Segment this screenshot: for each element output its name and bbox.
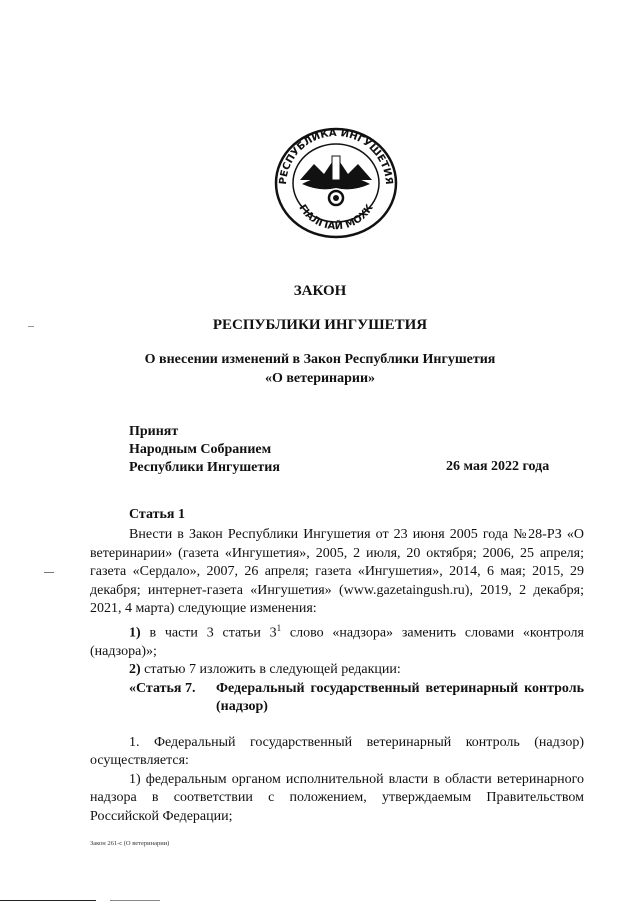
scan-artifact-mark bbox=[28, 326, 34, 327]
law-title: ЗАКОН bbox=[293, 283, 347, 299]
article-1-body bbox=[90, 526, 584, 826]
item-1-number: 1) bbox=[129, 625, 141, 641]
adopted-block bbox=[129, 423, 280, 477]
item-2-number: 2) bbox=[129, 662, 141, 678]
adopted-line-1: Принят bbox=[129, 424, 179, 439]
item-2-text: статью 7 изложить в следующей редакции: bbox=[140, 662, 401, 678]
paragraph-1: 1. Федеральный государственный ветеринарный контроль (надзор) осуществляется: bbox=[90, 734, 584, 769]
scan-artifact-mark bbox=[44, 572, 54, 573]
law-subtitle: РЕСПУБЛИКИ ИНГУШЕТИЯ bbox=[212, 317, 428, 333]
article-7-title: Федеральный государственный ветеринарный контроль (надзор) bbox=[216, 680, 584, 715]
coat-of-arms-emblem bbox=[272, 126, 400, 240]
item-1-text-b: слово «надзора» заменить словами «контроля (надзора)»; bbox=[90, 625, 584, 659]
article-7-number: «Статья 7. bbox=[129, 680, 196, 696]
article-1-item-2 bbox=[90, 661, 584, 680]
item-1-text-a: в части 3 статьи 3 bbox=[140, 625, 277, 641]
svg-text:ГIАЛГIАЙ МОХК: ГIАЛГIАЙ МОХК bbox=[296, 202, 376, 233]
article-1-heading: Статья 1 bbox=[129, 507, 185, 522]
scan-artifact-line bbox=[110, 900, 160, 901]
item-1-superscript: 1 bbox=[276, 622, 282, 633]
article-7-heading bbox=[129, 680, 584, 717]
article-1-intro: Внести в Закон Республики Ингушетия от 23 июня 2005 года №28-РЗ «О ветеринарии» (газета «Ингушетия», 2005, 2 июля, 20 октября; 2006, 25 апреля; газета «Сердало», 2007, 26 апреля; газета «Ингушетия», 2014, 6 мая; 2015, 29 декабря; интернет-газета «Ингушетия» (www.gazetaingush.ru), 2019, 2 декабря; 2021, 4 марта) следующие изменения: bbox=[90, 527, 584, 616]
article-1-item-1 bbox=[90, 619, 584, 662]
svg-text:РЕСПУБЛИКА ИНГУШЕТИЯ: РЕСПУБЛИКА ИНГУШЕТИЯ bbox=[277, 127, 395, 186]
law-about-line-2: «О ветеринарии» bbox=[264, 371, 376, 386]
adoption-date: 26 мая 2022 года bbox=[446, 459, 550, 474]
adopted-line-2: Народным Собранием bbox=[129, 442, 272, 457]
adopted-line-3: Республики Ингушетия bbox=[129, 460, 280, 475]
scan-artifact-line bbox=[0, 900, 96, 901]
law-about-line-1: О внесении изменений в Закон Республики Ингушетия bbox=[144, 352, 496, 367]
footer-note: Закон 261-с (О ветеринарии) bbox=[90, 840, 170, 847]
paragraph-1-item-1: 1) федеральным органом исполнительной власти в области ветеринарного надзора в соответствии с положением, утверждаемым Правительством Российской Федерации; bbox=[90, 771, 584, 824]
